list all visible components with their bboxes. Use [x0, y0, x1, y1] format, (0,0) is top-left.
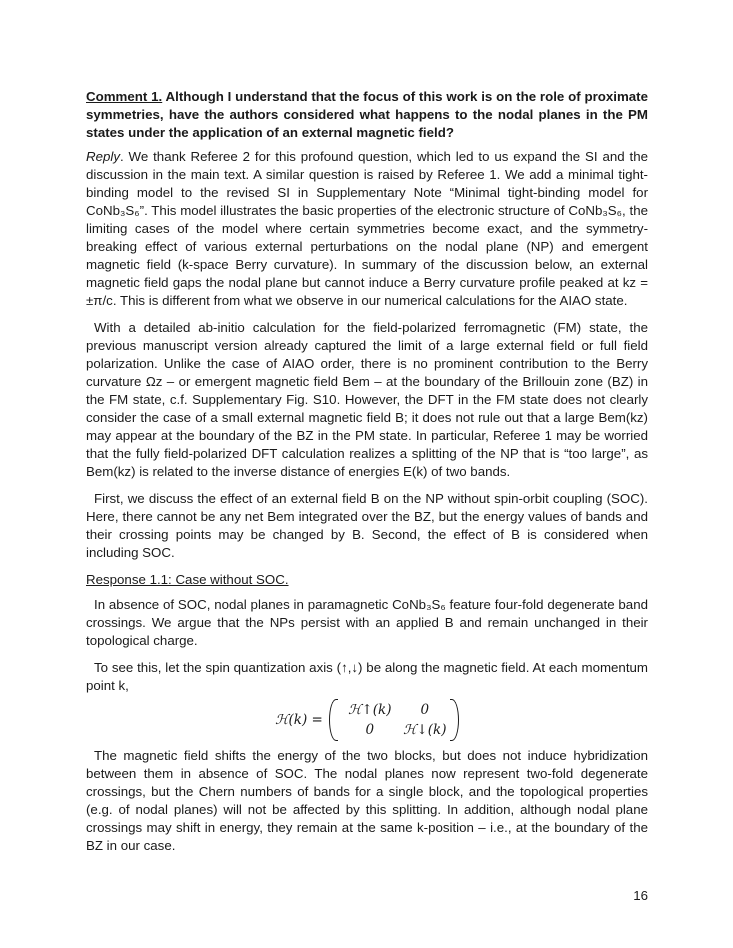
block-matrix	[329, 699, 459, 741]
comment-label: Comment 1.	[86, 89, 163, 104]
matrix-cell-12: 0	[420, 702, 430, 718]
reply-paragraph	[86, 148, 648, 310]
paragraph-no-soc: In absence of SOC, nodal planes in paramagnetic CoNb₃S₆ feature four-fold degenerate band crossings. We argue that the NPs persist with an applied B and remain unchanged in their topological charge.	[86, 597, 648, 648]
paragraph-closing: The magnetic field shifts the energy of the two blocks, but does not induce hybridization between them in absence of SOC. The nodal planes now represent two-fold degenerate crossings, but the Chern numbers of bands for a single block, and the topological properties (e.g. of nodal planes) will not be affected by this splitting. In addition, although nodal plane crossings may shift in energy, they remain at the same k-position – i.e., at the boundary of the BZ in our case.	[86, 748, 648, 853]
paragraph-fm-state: With a detailed ab-initio calculation for the field-polarized ferromagnetic (FM) state, the previous manuscript version already captured the limit of a large external field or full field polarization. Unlike the case of AIAO order, there is no prominent contribution to the Berry curvature Ωz – or emergent magnetic field Bem – at the boundary of the Brillouin zone (BZ) in the FM state, c.f. Supplementary Fig. S10. However, the DFT in the FM state does not clearly consider the case of a small external magnetic field B; it does not rule out that a large Bem(kz) may appear at the boundary of the BZ in the PM state. In particular, Referee 1 may be worried that the fully field-polarized DFT calculation realizes a splitting of the NP that is “too large”, as Bem(kz) is related to the inverse distance of energies E(k) of two bands.	[86, 320, 648, 479]
referee-comment	[86, 88, 648, 142]
response-heading: Response 1.1: Case without SOC.	[86, 572, 289, 587]
hamiltonian-equation	[86, 699, 648, 741]
reply-text: . We thank Referee 2 for this profound question, which led to us expand the SI and the discussion in the main text. A similar question is raised by Referee 1. We add a minimal tight-binding model to the revised SI in Supplementary Note “Minimal tight-binding model for CoNb₃S₆”. This model illustrates the basic properties of the electronic structure of CoNb₃S₆, the limiting cases of the model where certain symmetries become exact, and the symmetry-breaking effect of various external perturbations on the nodal plane (NP) and emergent magnetic field (k-space Berry curvature). In summary of the discussion below, an external magnetic field gaps the nodal plane but cannot induce a Berry curvature profile peaked at kz = ±π/c. This is different from what we observe in our numerical calculations for the AIAO state.	[86, 149, 648, 308]
comment-text: Although I understand that the focus of this work is on the role of proximate symmetries, have the authors considered what happens to the nodal planes in the PM states under the application of an external magnetic field?	[86, 89, 648, 140]
paragraph-outline: First, we discuss the effect of an external field B on the NP without spin-orbit coupling (SOC). Here, there cannot be any net Bem integrated over the BZ, but the energy values of bands and their crossing points may be changed by B. Second, the effect of B is considered when including SOC.	[86, 491, 648, 560]
paragraph-spin-axis: To see this, let the spin quantization axis (↑,↓) be along the magnetic field. At each momentum point k,	[86, 660, 648, 693]
page-number: 16	[633, 888, 648, 903]
matrix-cell-22: ℋ↓(k)	[403, 722, 447, 738]
matrix-cell-21: 0	[365, 722, 375, 738]
reply-label: Reply	[86, 149, 120, 164]
page-content	[86, 88, 648, 855]
matrix-cell-11: ℋ↑(k)	[348, 702, 392, 718]
equation-lhs: ℋ(k) =	[275, 712, 323, 728]
